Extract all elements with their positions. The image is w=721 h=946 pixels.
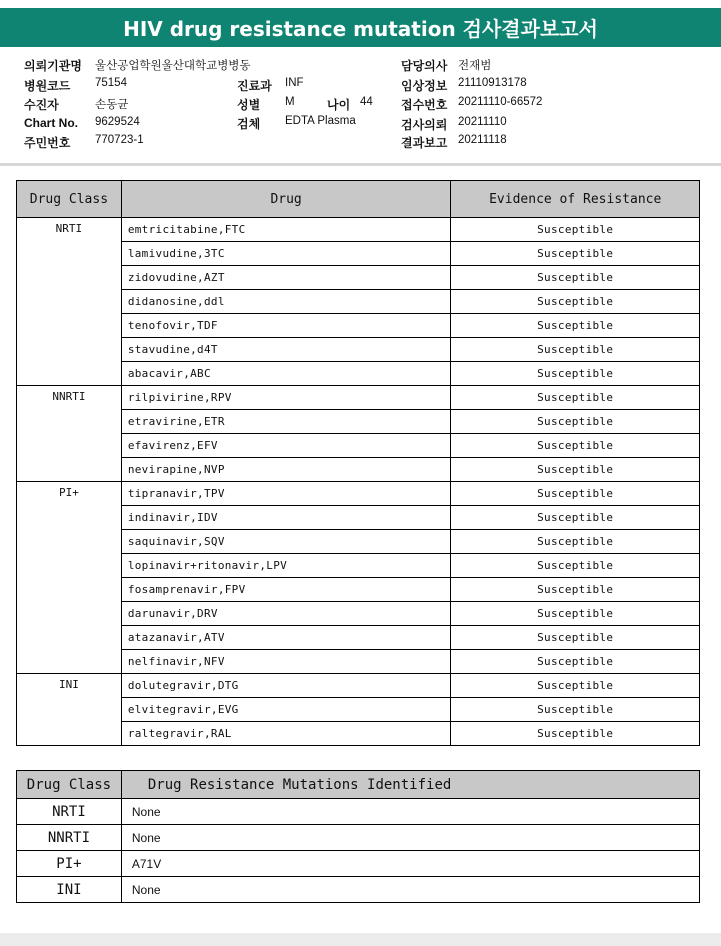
evidence-cell: Susceptible	[451, 458, 700, 482]
patient-info	[0, 54, 721, 158]
report-title: HIV drug resistance mutation 검사결과보고서	[0, 8, 721, 47]
drug-name-cell: darunavir,DRV	[121, 602, 451, 626]
drug-class-cell: NRTI	[17, 218, 122, 386]
hospital-code-label: 병원코드	[24, 79, 71, 93]
chart-no-value: 9629524	[95, 116, 140, 128]
evidence-cell: Susceptible	[451, 410, 700, 434]
drug-name-cell: dolutegravir,DTG	[121, 674, 451, 698]
doctor-value: 전재범	[458, 60, 492, 72]
receipt-value: 20211110-66572	[458, 96, 543, 108]
drug-name-cell: fosamprenavir,FPV	[121, 578, 451, 602]
table-row	[17, 825, 700, 851]
header-drug: Drug	[121, 181, 451, 218]
age-label: 나이	[327, 98, 351, 112]
drug-class-cell: NRTI	[17, 799, 122, 825]
drug-name-cell: didanosine,ddl	[121, 290, 451, 314]
drug-name-cell: tenofovir,TDF	[121, 314, 451, 338]
institution-value: 울산공업학원울산대학교병병동	[95, 60, 251, 72]
mutation-header-row	[17, 771, 700, 799]
mutation-cell: None	[121, 799, 699, 825]
resident-no-value: 770723-1	[95, 134, 144, 146]
drug-class-cell: INI	[17, 877, 122, 903]
drug-name-cell: lopinavir+ritonavir,LPV	[121, 554, 451, 578]
chart-no-label: Chart No.	[24, 116, 78, 130]
evidence-cell: Susceptible	[451, 266, 700, 290]
request-date-label: 검사의뢰	[401, 118, 448, 132]
evidence-cell: Susceptible	[451, 482, 700, 506]
clinical-label: 임상정보	[401, 79, 448, 93]
drug-name-cell: abacavir,ABC	[121, 362, 451, 386]
age-value: 44	[360, 96, 373, 108]
evidence-cell: Susceptible	[451, 290, 700, 314]
evidence-cell: Susceptible	[451, 434, 700, 458]
report-date-label: 결과보고	[401, 136, 448, 150]
evidence-cell: Susceptible	[451, 506, 700, 530]
evidence-cell: Susceptible	[451, 338, 700, 362]
drug-class-cell: PI+	[17, 851, 122, 877]
drug-name-cell: indinavir,IDV	[121, 506, 451, 530]
hospital-code-value: 75154	[95, 77, 127, 89]
doctor-label: 담당의사	[401, 59, 448, 73]
table-row	[17, 799, 700, 825]
institution-label: 의뢰기관명	[24, 59, 82, 73]
drug-name-cell: efavirenz,EFV	[121, 434, 451, 458]
dept-label: 진료과	[237, 79, 272, 93]
drug-name-cell: rilpivirine,RPV	[121, 386, 451, 410]
evidence-cell: Susceptible	[451, 362, 700, 386]
clinical-value: 21110913178	[458, 77, 527, 89]
table-row	[17, 482, 700, 506]
evidence-cell: Susceptible	[451, 578, 700, 602]
patient-name-value: 손동균	[95, 99, 129, 111]
drug-class-cell: NNRTI	[17, 386, 122, 482]
drug-class-cell: PI+	[17, 482, 122, 674]
evidence-cell: Susceptible	[451, 626, 700, 650]
specimen-value: EDTA Plasma	[285, 115, 356, 127]
evidence-cell: Susceptible	[451, 314, 700, 338]
evidence-cell: Susceptible	[451, 674, 700, 698]
evidence-cell: Susceptible	[451, 698, 700, 722]
request-date-value: 20211110	[458, 116, 507, 128]
specimen-label: 검체	[237, 117, 261, 131]
resistance-header-row	[17, 181, 700, 218]
drug-name-cell: atazanavir,ATV	[121, 626, 451, 650]
evidence-cell: Susceptible	[451, 530, 700, 554]
table-row	[17, 877, 700, 903]
header-drug-class: Drug Class	[17, 771, 122, 799]
evidence-cell: Susceptible	[451, 386, 700, 410]
mutation-table	[16, 770, 700, 903]
drug-name-cell: stavudine,d4T	[121, 338, 451, 362]
header-evidence: Evidence of Resistance	[451, 181, 700, 218]
evidence-cell: Susceptible	[451, 554, 700, 578]
dept-value: INF	[285, 77, 304, 89]
divider	[0, 163, 721, 166]
evidence-cell: Susceptible	[451, 650, 700, 674]
drug-class-cell: NNRTI	[17, 825, 122, 851]
drug-name-cell: elvitegravir,EVG	[121, 698, 451, 722]
drug-name-cell: nevirapine,NVP	[121, 458, 451, 482]
drug-name-cell: tipranavir,TPV	[121, 482, 451, 506]
evidence-cell: Susceptible	[451, 722, 700, 746]
evidence-cell: Susceptible	[451, 242, 700, 266]
drug-name-cell: lamivudine,3TC	[121, 242, 451, 266]
drug-name-cell: emtricitabine,FTC	[121, 218, 451, 242]
evidence-cell: Susceptible	[451, 218, 700, 242]
sex-value: M	[285, 96, 295, 108]
header-drug-class: Drug Class	[17, 181, 122, 218]
mutation-cell: None	[121, 877, 699, 903]
evidence-cell: Susceptible	[451, 602, 700, 626]
sex-label: 성별	[237, 98, 261, 112]
header-mutations: Drug Resistance Mutations Identified	[121, 771, 699, 799]
patient-name-label: 수진자	[24, 98, 59, 112]
mutation-cell: A71V	[121, 851, 699, 877]
resistance-table	[16, 180, 700, 746]
drug-name-cell: raltegravir,RAL	[121, 722, 451, 746]
mutation-cell: None	[121, 825, 699, 851]
drug-name-cell: etravirine,ETR	[121, 410, 451, 434]
resident-no-label: 주민번호	[24, 136, 71, 150]
table-row	[17, 218, 700, 242]
receipt-label: 접수번호	[401, 98, 448, 112]
report-date-value: 20211118	[458, 134, 507, 146]
drug-class-cell: INI	[17, 674, 122, 746]
table-row	[17, 386, 700, 410]
table-row	[17, 851, 700, 877]
drug-name-cell: nelfinavir,NFV	[121, 650, 451, 674]
drug-name-cell: saquinavir,SQV	[121, 530, 451, 554]
table-row	[17, 674, 700, 698]
drug-name-cell: zidovudine,AZT	[121, 266, 451, 290]
